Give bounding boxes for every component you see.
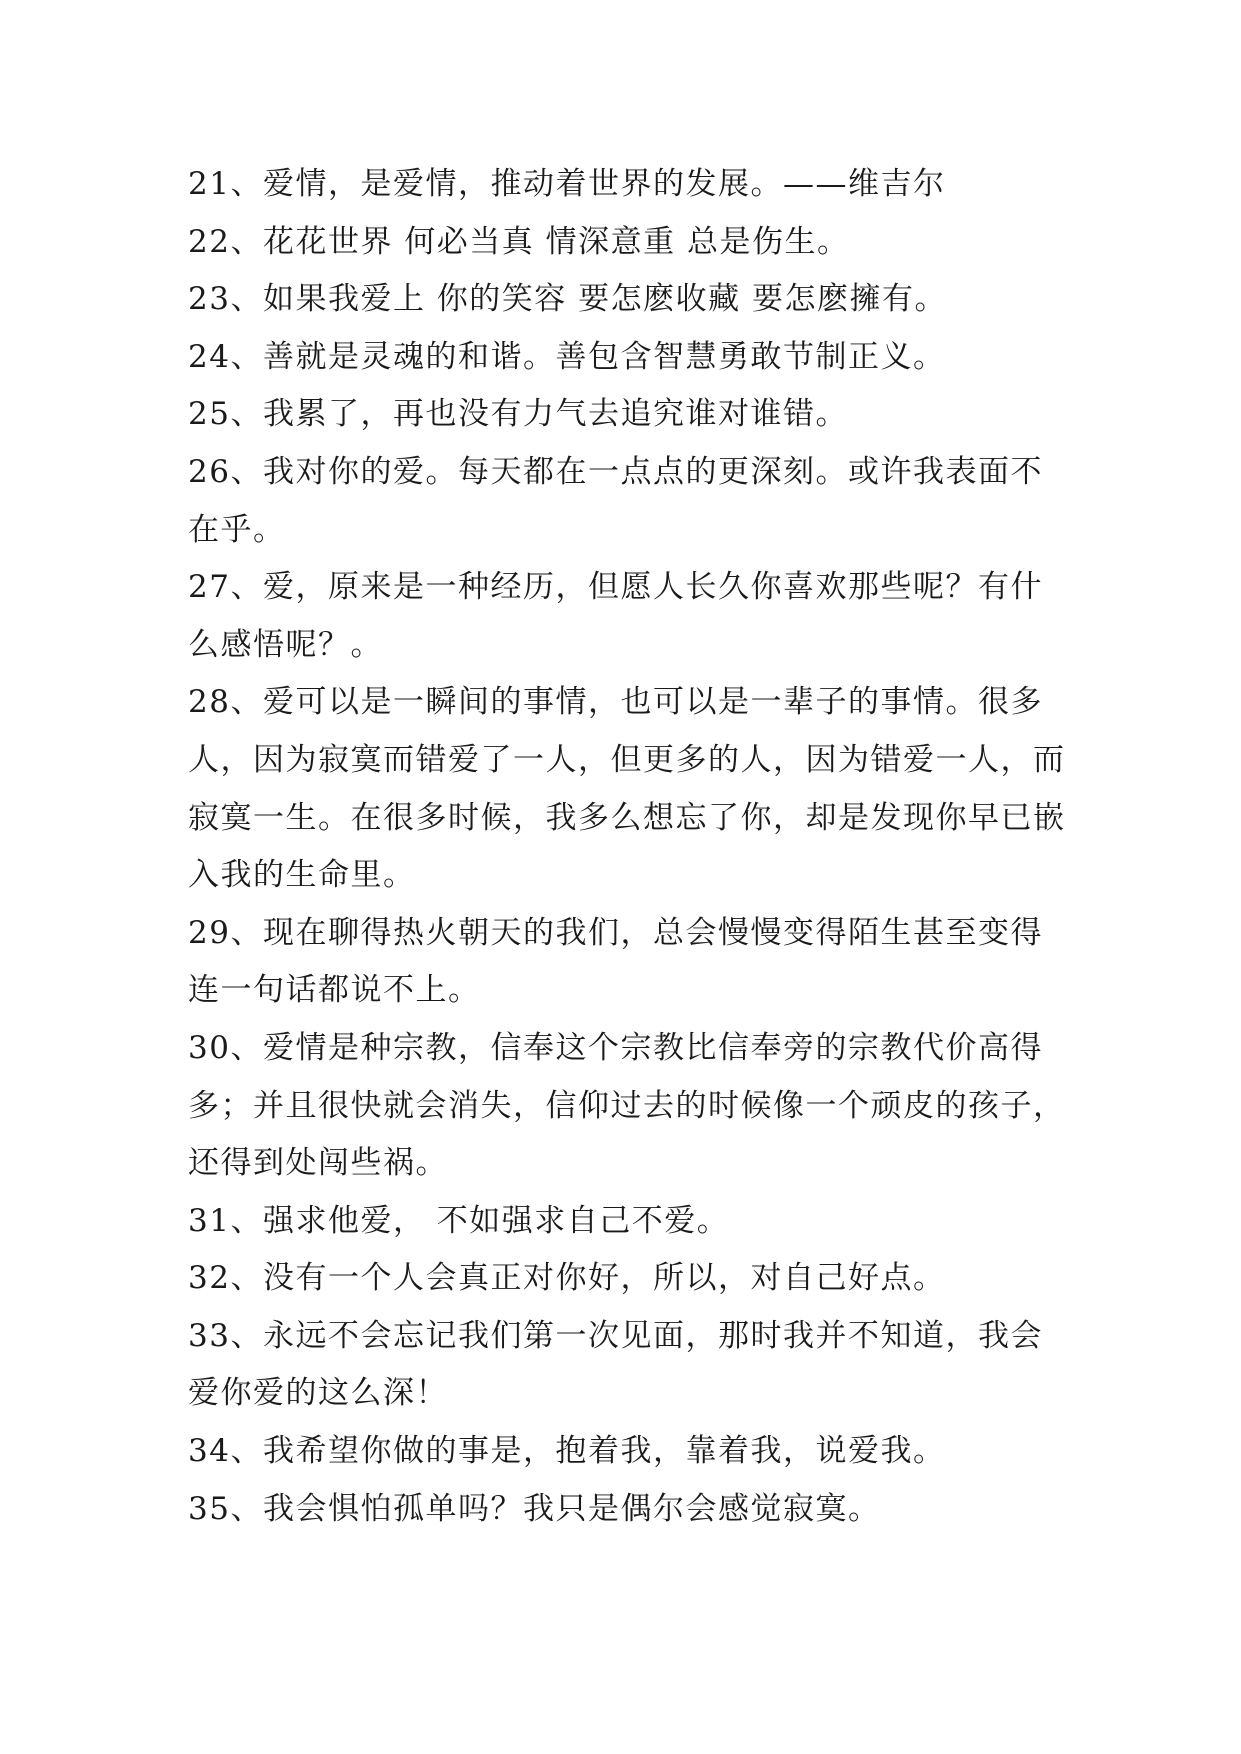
list-item: 29、现在聊得热火朝天的我们，总会慢慢变得陌生甚至变得连一句话都说不上。	[188, 914, 1043, 1009]
list-item: 35、我会惧怕孤单吗？我只是偶尔会感觉寂寞。	[188, 1490, 881, 1527]
list-item: 34、我希望你做的事是，抱着我，靠着我，说爱我。	[188, 1433, 946, 1470]
list-item: 24、善就是灵魂的和谐。善包含智慧勇敢节制正义。	[188, 338, 946, 375]
list-item: 25、我累了，再也没有力气去追究谁对谁错。	[188, 396, 848, 433]
list-item: 33、永远不会忘记我们第一次见面，那时我并不知道，我会爱你爱的这么深！	[188, 1317, 1043, 1412]
list-item: 31、强求他爱， 不如强求自己不爱。	[188, 1202, 730, 1239]
list-item: 26、我对你的爱。每天都在一点点的更深刻。或许我表面不在乎。	[188, 453, 1043, 548]
list-item: 21、爱情，是爱情，推动着世界的发展。——维吉尔	[188, 166, 946, 202]
list-item: 27、爱，原来是一种经历，但愿人长久你喜欢那些呢？有什么感悟呢？。	[188, 569, 1043, 663]
list-item: 30、爱情是种宗教，信奉这个宗教比信奉旁的宗教代价高得多；并且很快就会消失，信仰过去的时候像一个顽皮的孩子，还得到处闯些祸。	[188, 1029, 1066, 1182]
document-body	[188, 156, 1068, 1538]
list-item: 23、如果我爱上 你的笑容 要怎麽收藏 要怎麽擁有。	[188, 281, 948, 318]
list-item: 22、花花世界 何必当真 情深意重 总是伤生。	[188, 223, 850, 260]
list-item: 32、没有一个人会真正对你好，所以，对自己好点。	[188, 1260, 946, 1297]
list-item: 28、爱可以是一瞬间的事情，也可以是一辈子的事情。很多人，因为寂寞而错爱了一人，但更多的人，因为错爱一人，而寂寞一生。在很多时候，我多么想忘了你，却是发现你早已嵌入我的生命里。	[188, 684, 1066, 894]
